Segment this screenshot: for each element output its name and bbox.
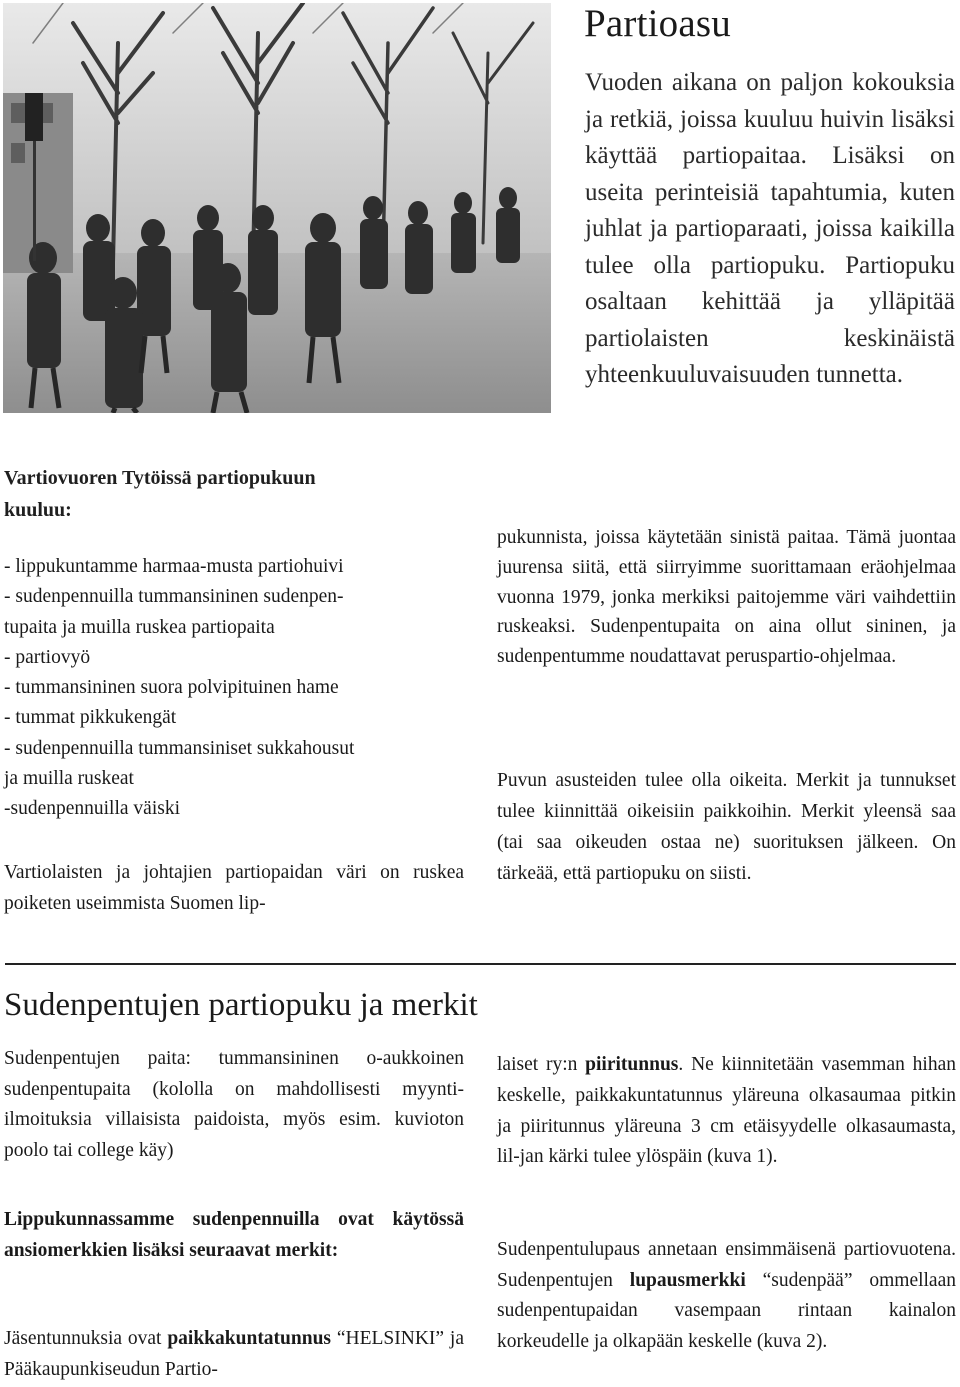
list-item: - sudenpennuilla tummansiniset sukkahousut — [4, 737, 355, 759]
accessories-paragraph: Puvun asusteiden tulee olla oikeita. Merkit ja tunnukset tulee kiinnittää oikeisiin paikkoihin. Merkit yleensä saa (tai saa oikeuden ostaa ne) suorituksen jälkeen. On tärkeää, että partiopuku on siisti. — [497, 770, 956, 884]
list-item: - tummansininen suora polvipituinen hame — [4, 677, 339, 699]
text-run: “sudenpää” ommellaan sudenpentupaidan vasempaan rintaan kainalon korkeudelle ja olkapään keskelle (kuva 2). — [497, 1269, 956, 1352]
shirt-color-continued: pukunnista, joissa käytetään sinistä paitaa. Tämä juontaa juurensa siitä, että siirryimme suorittamaan eräohjelmaa vuonna 1979, jonka merkiksi paitojemme väri vaihdettiin ruskeaksi. Sudenpentupaita on aina ollut sininen, ja sudenpentumme noudattavat peruspartio-ohjelmaa. — [497, 527, 956, 668]
district-badge-paragraph — [497, 1050, 956, 1173]
cub-shirt-paragraph: Sudenpentujen paita: tummansininen o-aukkoinen sudenpentupaita (kololla on mahdollisesti myynti-ilmoituksia villaisista paidoista, myös esim. kuvioton poolo tai college käy) — [4, 1048, 464, 1161]
text-run: “HELSINKI” ja Pääkaupunkiseudun Partio- — [4, 1328, 464, 1380]
uniform-item-list — [4, 552, 474, 825]
text-run: laiset ry:n — [497, 1054, 586, 1075]
list-item: - tummat pikkukengät — [4, 707, 177, 729]
bold-term: paikkakuntatunnus — [167, 1328, 332, 1349]
bold-term: piiritunnus — [585, 1054, 679, 1075]
uniform-list-heading — [4, 462, 434, 526]
text-run: . Ne kiinnitetään vasemman hihan keskelle, paikkakuntatunnus yläreuna olkasaumaa pitkin ja piiritunnus yläreuna 3 cm etäisyydelle olkasaumasta, lil-jan kärki tulee ylöspäin (kuva 1). — [497, 1054, 956, 1168]
member-badges-paragraph — [4, 1324, 464, 1385]
list-item: ja muilla ruskeat — [4, 768, 134, 790]
list-item: - sudenpennuilla tummansininen sudenpen- — [4, 586, 344, 608]
uniform-list-heading-line: kuuluu: — [4, 499, 72, 521]
uniform-list-heading-line: Vartiovuoren Tytöissä partiopukuun — [4, 467, 316, 489]
page-title: Partioasu — [584, 2, 731, 45]
text-run: Jäsentunnuksia ovat — [4, 1328, 168, 1349]
intro-paragraph: Vuoden aikana on paljon kokouksia ja retkiä, joissa kuuluu huivin lisäksi käyttää partiopaitaa. Lisäksi on useita perinteisiä tapahtumia, kuten juhlat ja partioparaati, joissa kaikilla tulee olla partiopuku. Partiopuku osaltaan kehittää ja ylläpitää partiolaisten keskinäistä yhteenkuuluvaisuuden tunnetta. — [585, 69, 955, 388]
list-item: - lippukuntamme harmaa-musta partiohuivi — [4, 556, 344, 577]
list-item: tupaita ja muilla ruskea partiopaita — [4, 616, 275, 638]
section-divider — [5, 963, 956, 965]
promise-badge-paragraph — [497, 1235, 956, 1357]
bold-term: lupausmerkki — [629, 1269, 746, 1291]
list-item: - partiovyö — [4, 646, 91, 668]
parade-photo — [3, 3, 551, 413]
text-run: Sudenpentulupaus annetaan ensimmäisenä partiovuotena. Sudenpentujen — [497, 1239, 956, 1291]
section-title: Sudenpentujen partiopuku ja merkit — [4, 987, 478, 1023]
shirt-color-paragraph: Vartiolaisten ja johtajien partiopaidan väri on ruskea poiketen useimmista Suomen lip- — [4, 862, 464, 914]
badges-heading: Lippukunnassamme sudenpennuilla ovat käytössä ansiomerkkien lisäksi seuraavat merkit: — [4, 1209, 464, 1261]
list-item: -sudenpennuilla väiski — [4, 798, 181, 820]
